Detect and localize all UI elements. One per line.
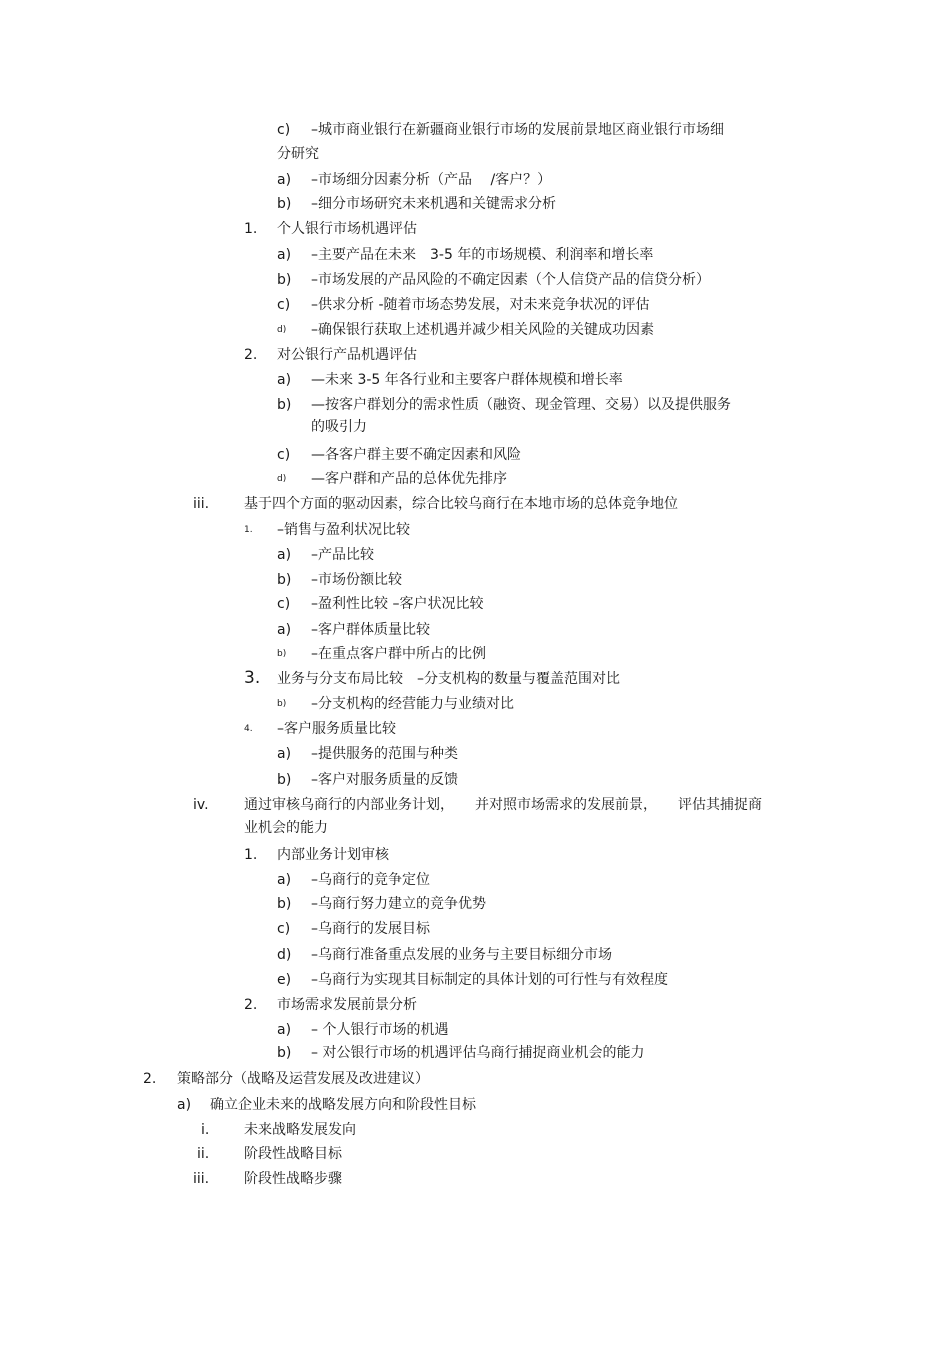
list-item-text: –在重点客户群中所占的比例 [311, 646, 486, 662]
list-item-text: 确立企业未来的战略发展方向和阶段性目标 [210, 1097, 476, 1113]
list-marker: 2. [244, 997, 258, 1013]
list-item-text: –确保银行获取上述机遇并减少相关风险的关键成功因素 [311, 322, 654, 338]
list-item-text: 业务与分支布局比较 –分支机构的数量与覆盖范围对比 [277, 671, 620, 687]
list-marker: b) [277, 196, 292, 212]
list-marker: i. [201, 1122, 210, 1138]
list-marker: 2. [244, 347, 258, 363]
list-item-text: –细分市场研究未来机遇和关键需求分析 [311, 196, 556, 212]
list-marker: b) [277, 896, 292, 912]
list-marker: ii. [197, 1146, 210, 1162]
list-marker: b) [277, 272, 292, 288]
list-marker: b) [277, 397, 292, 413]
list-marker: d) [277, 474, 287, 484]
list-item-text: —客户群和产品的总体优先排序 [311, 471, 507, 487]
list-item-text: –客户服务质量比较 [277, 721, 396, 737]
list-marker: iii. [193, 1171, 210, 1187]
list-item-text: – 对公银行市场的机遇评估乌商行捕捉商业机会的能力 [311, 1045, 645, 1061]
list-marker: c) [277, 122, 291, 138]
list-item-text: –盈利性比较 –客户状况比较 [311, 596, 484, 612]
list-item-text: –乌商行的竞争定位 [311, 872, 430, 888]
list-marker: a) [277, 622, 292, 638]
list-item-text: 分研究 [277, 146, 319, 162]
list-marker: a) [277, 547, 292, 563]
list-marker: c) [277, 297, 291, 313]
list-item-text: –乌商行的发展目标 [311, 921, 430, 937]
list-marker: d) [277, 325, 287, 335]
list-marker: 1. [244, 221, 258, 237]
list-marker: a) [277, 372, 292, 388]
list-marker: a) [277, 746, 292, 762]
list-item-text: 业机会的能力 [244, 820, 328, 836]
list-item-text: –主要产品在未来 3-5 年的市场规模、利润率和增长率 [311, 247, 654, 263]
list-marker: e) [277, 972, 292, 988]
list-item-text: –市场细分因素分析（产品 /客户？） [311, 172, 552, 188]
list-marker: b) [277, 649, 287, 659]
list-marker: iv. [193, 797, 209, 813]
list-item-text: –客户对服务质量的反馈 [311, 772, 458, 788]
list-item-text: —未来 3-5 年各行业和主要客户群体规模和增长率 [311, 372, 623, 388]
list-marker: a) [177, 1097, 192, 1113]
list-marker: 3. [244, 668, 261, 688]
list-item-text: —各客户群主要不确定因素和风险 [311, 447, 521, 463]
list-marker: 1. [244, 847, 258, 863]
list-item-text: –分支机构的经营能力与业绩对比 [311, 696, 514, 712]
list-marker: c) [277, 596, 291, 612]
list-item-text: —按客户群划分的需求性质（融资、现金管理、交易）以及提供服务 [311, 397, 731, 413]
list-marker: a) [277, 172, 292, 188]
list-marker: d) [277, 947, 292, 963]
list-marker: c) [277, 447, 291, 463]
list-marker: b) [277, 1045, 292, 1061]
list-item-text: –客户群体质量比较 [311, 622, 430, 638]
list-item-text: 通过审核乌商行的内部业务计划， 并对照市场需求的发展前景， 评估其捕捉商 [244, 797, 762, 813]
list-item-text: –提供服务的范围与种类 [311, 746, 458, 762]
list-marker: 2. [143, 1071, 157, 1087]
list-marker: b) [277, 772, 292, 788]
list-item-text: 基于四个方面的驱动因素，综合比较乌商行在本地市场的总体竞争地位 [244, 496, 678, 512]
list-item-text: –供求分析 -随着市场态势发展，对未来竞争状况的评估 [311, 297, 650, 313]
list-item-text: 的吸引力 [311, 419, 367, 435]
list-item-text: –乌商行准备重点发展的业务与主要目标细分市场 [311, 947, 612, 963]
list-item-text: 对公银行产品机遇评估 [277, 347, 417, 363]
list-item-text: –城市商业银行在新疆商业银行市场的发展前景地区商业银行市场细 [311, 122, 724, 138]
list-item-text: –乌商行努力建立的竞争优势 [311, 896, 486, 912]
list-item-text: 市场需求发展前景分析 [277, 997, 417, 1013]
list-marker: c) [277, 921, 291, 937]
list-marker: 1. [244, 525, 253, 535]
list-item-text: 未来战略发展发向 [244, 1122, 356, 1138]
list-item-text: 策略部分（战略及运营发展及改进建议） [177, 1071, 429, 1087]
list-item-text: –销售与盈利状况比较 [277, 522, 410, 538]
list-item-text: –产品比较 [311, 547, 374, 563]
list-marker: a) [277, 872, 292, 888]
list-marker: b) [277, 699, 287, 709]
list-marker: a) [277, 1022, 292, 1038]
list-marker: b) [277, 572, 292, 588]
list-item-text: 个人银行市场机遇评估 [277, 221, 417, 237]
list-marker: a) [277, 247, 292, 263]
list-item-text: –乌商行为实现其目标制定的具体计划的可行性与有效程度 [311, 972, 668, 988]
list-item-text: 阶段性战略步骤 [244, 1171, 342, 1187]
list-item-text: 内部业务计划审核 [277, 847, 389, 863]
list-item-text: 阶段性战略目标 [244, 1146, 342, 1162]
list-item-text: –市场发展的产品风险的不确定因素（个人信贷产品的信贷分析） [311, 272, 710, 288]
list-item-text: – 个人银行市场的机遇 [311, 1022, 449, 1038]
list-item-text: –市场份额比较 [311, 572, 402, 588]
list-marker: 4. [244, 724, 253, 734]
list-marker: iii. [193, 496, 210, 512]
